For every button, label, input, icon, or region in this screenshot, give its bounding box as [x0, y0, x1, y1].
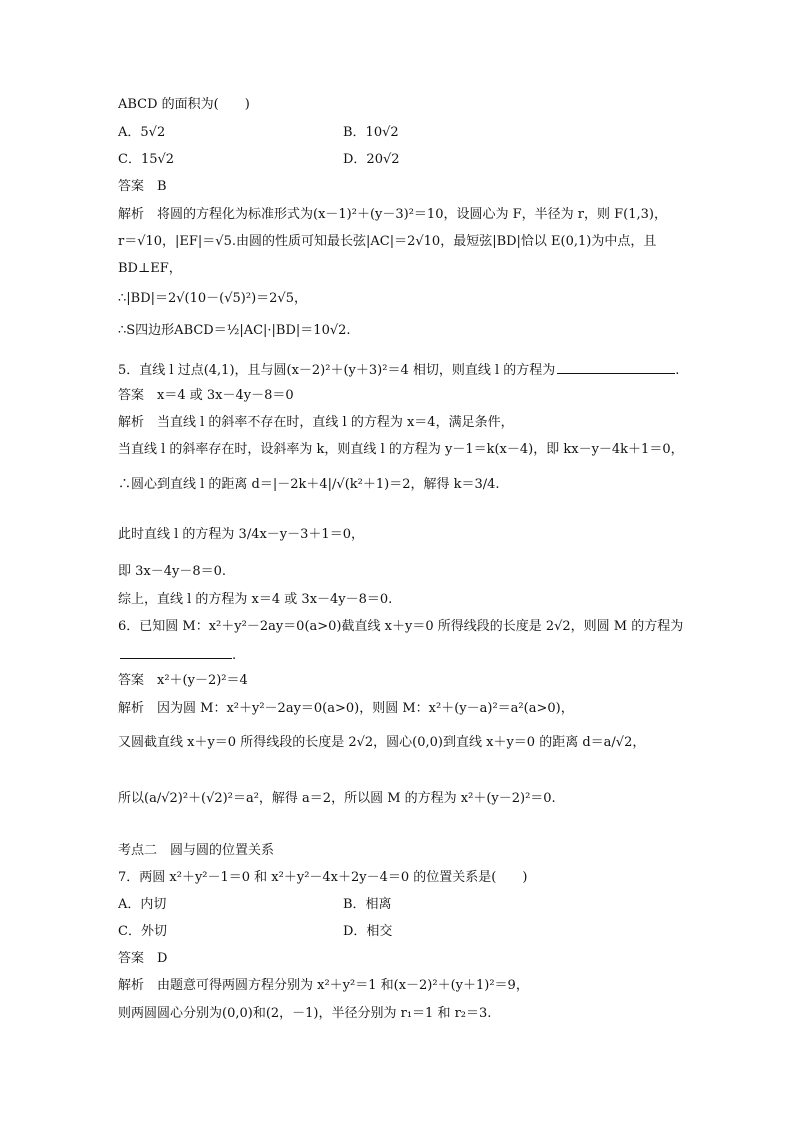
text-line-l17 — [118, 563, 226, 581]
answer-blank — [120, 645, 232, 659]
text-line-l08 — [118, 260, 182, 278]
text-line-l12 — [118, 387, 294, 405]
choice-option-q4c: C．15√2 — [118, 152, 175, 167]
text-line-content: ∴圆心到直线 l 的距离 d＝|－2k＋4|/√(k²＋1)＝2，解得 k＝3/4. — [118, 477, 500, 492]
text-line-l09 — [118, 290, 307, 308]
text-line-l31 — [118, 1005, 491, 1023]
text-line-l22 — [118, 700, 574, 718]
text-line-content: 答案 D — [118, 951, 168, 966]
text-line-content: 所以(a/√2)²＋(√2)²＝a²，解得 a＝2，所以圆 M 的方程为 x²＋(y－2)²＝0. — [118, 791, 556, 806]
choice-option-q4a: A．5√2 — [118, 125, 166, 140]
text-line-content: 解析 当直线 l 的斜率不存在时，直线 l 的方程为 x＝4，满足条件， — [118, 415, 514, 430]
choice-option-q7d: D．相交 — [343, 924, 393, 939]
text-line-l30 — [118, 977, 529, 995]
choice-option-q4b: B．10√2 — [343, 125, 399, 140]
text-line-l25 — [118, 842, 274, 860]
text-line-content: ∴S四边形ABCD＝½|AC|·|BD|＝10√2. — [118, 323, 351, 338]
text-line-l07 — [118, 233, 656, 251]
text-line-l16 — [118, 526, 364, 544]
choice-option-q7c: C．外切 — [118, 924, 167, 939]
text-line-content: 当直线 l 的斜率存在时，设斜率为 k，则直线 l 的方程为 y－1＝k(x－4)，即 kx－y－4k＋1＝0， — [118, 442, 684, 457]
text-line-content: 7．两圆 x²＋y²－1＝0 和 x²＋y²－4x＋2y－4＝0 的位置关系是( ) — [118, 870, 528, 885]
blank-period: . — [232, 648, 237, 663]
text-line-l01 — [118, 96, 250, 114]
text-line-content: 解析 将圆的方程化为标准形式为(x－1)²＋(y－3)²＝10，设圆心为 F，半径为 r，则 F(1,3)， — [118, 207, 667, 222]
answer-blank — [557, 360, 675, 374]
text-line-l10 — [118, 322, 351, 340]
text-line-content: 答案 B — [118, 179, 167, 194]
text-line-l21 — [118, 672, 248, 690]
text-line-l29 — [118, 950, 167, 968]
text-line-content: 6．已知圆 M：x²＋y²－2ay＝0(a>0)截直线 x＋y＝0 所得线段的长度是 2√2，则圆 M 的方程为 — [118, 619, 684, 634]
text-line-content: 综上，直线 l 的方程为 x＝4 或 3x－4y－8＝0. — [118, 592, 393, 607]
text-line-content: 答案 x＝4 或 3x－4y－8＝0 — [118, 388, 294, 403]
text-line-content: ABCD 的面积为( ) — [118, 97, 250, 112]
text-line-l05 — [118, 178, 167, 196]
text-line-l11 — [118, 360, 679, 380]
text-line-content: 又圆截直线 x＋y＝0 所得线段的长度是 2√2，圆心(0,0)到直线 x＋y＝0 的距离 d＝a/√2， — [118, 735, 646, 750]
text-line-l15 — [118, 476, 500, 494]
text-line-l06 — [118, 206, 667, 224]
text-line-l13 — [118, 414, 514, 432]
text-line-l26 — [118, 869, 527, 887]
text-line-content: 答案 x²＋(y－2)²＝4 — [118, 673, 248, 688]
text-line-l23 — [118, 734, 645, 752]
choice-option-q7b: B．相离 — [343, 897, 392, 912]
text-line-l24 — [118, 790, 556, 808]
blank-period: . — [675, 363, 680, 378]
choice-option-q7a: A．内切 — [118, 897, 167, 912]
text-line-content: r＝√10，|EF|＝√5.由圆的性质可知最长弦|AC|＝2√10，最短弦|BD|恰以 E(0,1)为中点，且 — [118, 234, 657, 249]
text-line-l18 — [118, 591, 392, 609]
text-line-content: BD⊥EF， — [118, 261, 182, 276]
text-line-content: 考点二 圆与圆的位置关系 — [118, 843, 275, 858]
text-line-content: 则两圆圆心分别为(0,0)和(2，－1)，半径分别为 r₁＝1 和 r₂＝3. — [118, 1006, 492, 1021]
text-line-content: 此时直线 l 的方程为 3/4x－y－3＋1＝0， — [118, 527, 364, 542]
text-line-l14 — [118, 441, 684, 459]
text-line-l19 — [118, 618, 683, 636]
text-line-content: ∴|BD|＝2√(10－(√5)²)＝2√5， — [118, 291, 307, 306]
text-line-content: 5．直线 l 过点(4,1)，且与圆(x－2)²＋(y＋3)²＝4 相切，则直线 l 的方程为 — [118, 363, 556, 378]
text-line-l20 — [118, 645, 236, 665]
choice-option-q4d: D．20√2 — [343, 152, 400, 167]
text-line-content: 解析 由题意可得两圆方程分别为 x²＋y²＝1 和(x－2)²＋(y＋1)²＝9， — [118, 978, 529, 993]
text-line-content: 解析 因为圆 M：x²＋y²－2ay＝0(a>0)，则圆 M：x²＋(y－a)²＝a²(a>0)， — [118, 701, 574, 716]
text-line-content: 即 3x－4y－8＝0. — [118, 564, 227, 579]
